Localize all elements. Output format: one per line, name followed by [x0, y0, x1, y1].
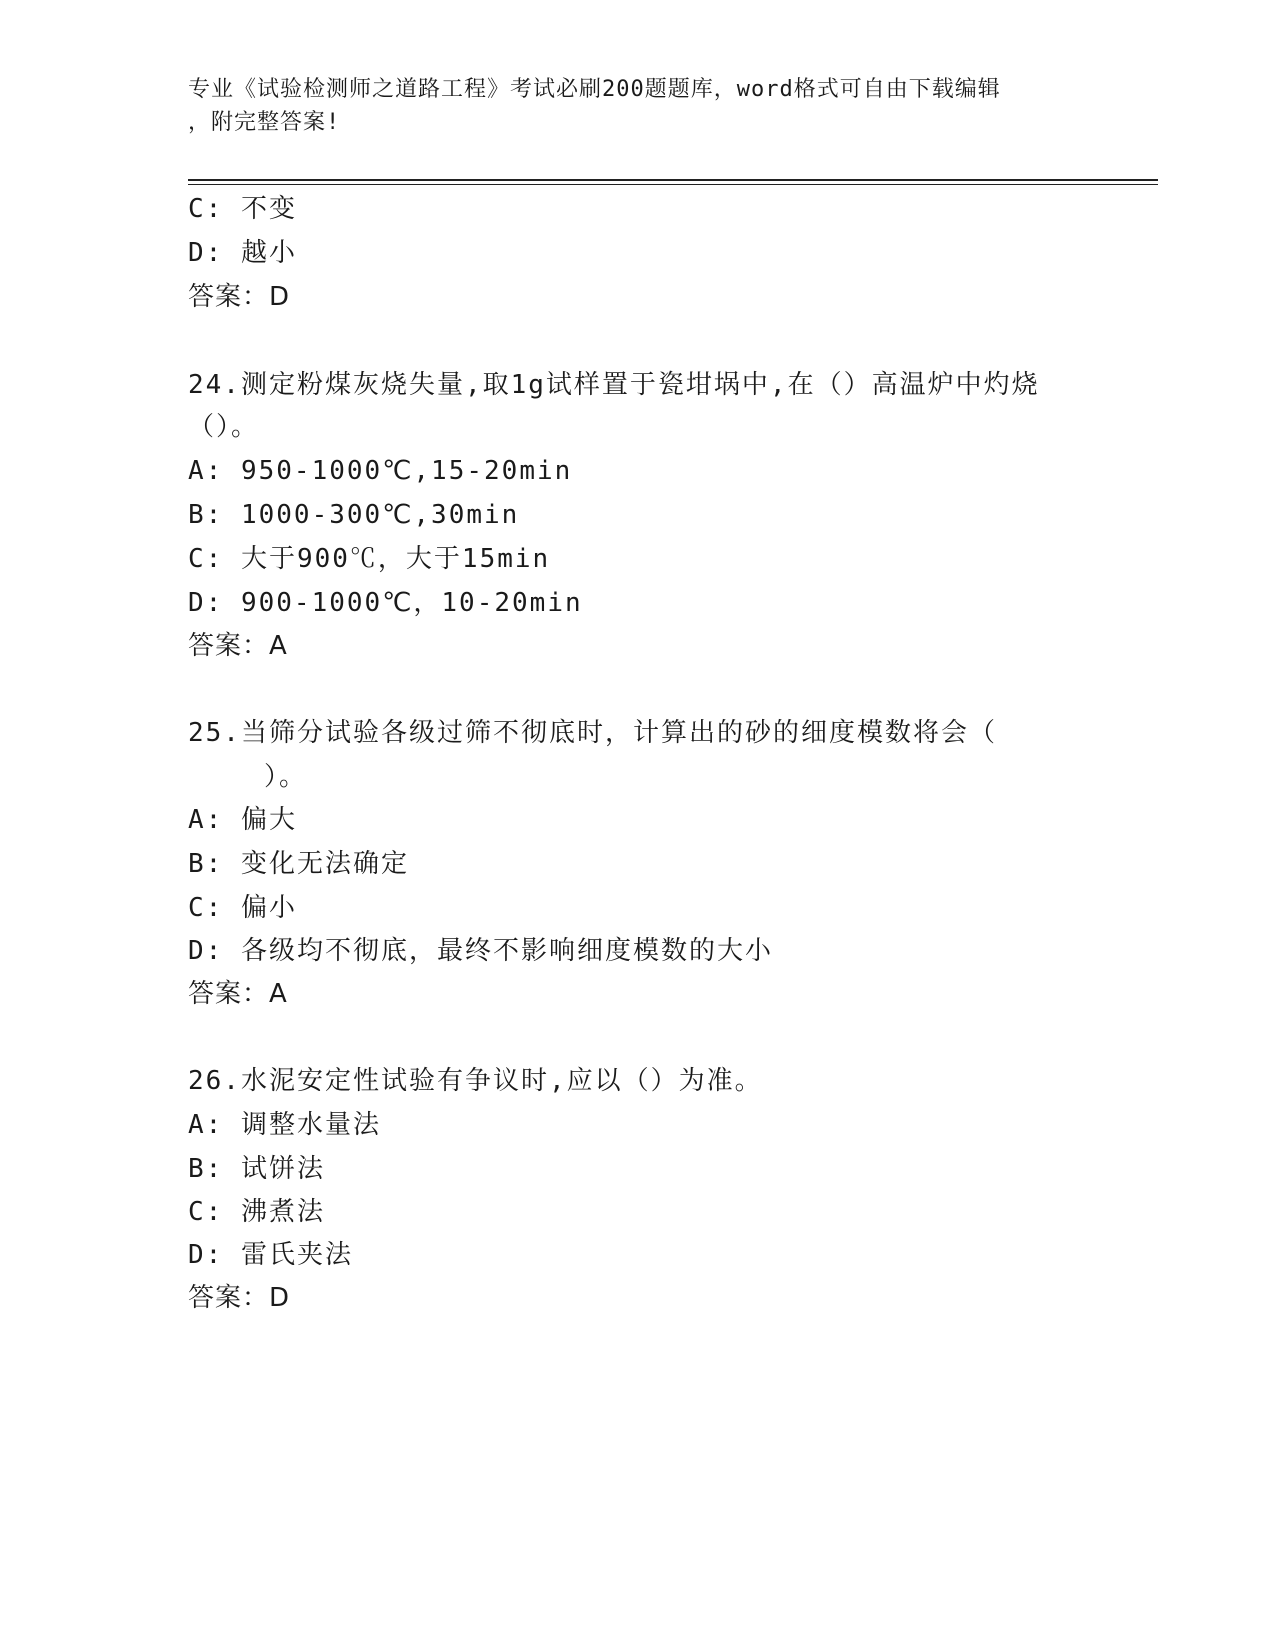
question-24-stem-continued: （）。 [188, 412, 260, 442]
question-26-stem: 26.水泥安定性试验有争议时,应以（）为准。 [188, 1066, 763, 1096]
question-24-stem: 24.测定粉煤灰烧失量,取1g试样置于瓷坩埚中,在（）高温炉中灼烧 [188, 370, 1040, 400]
header-title-line-1: 专业《试验检测师之道路工程》考试必刷200题题库，word格式可自由下载编辑 [188, 77, 1001, 102]
answer-label: 答案：D [188, 282, 291, 312]
option-d: D: 越小 [188, 238, 297, 268]
document-header [188, 73, 1088, 139]
question-24-option-b: B: 1000-300℃,30min [188, 500, 520, 530]
question-25-answer: 答案：A [188, 979, 288, 1009]
question-26-option-c: C: 沸煮法 [188, 1197, 325, 1227]
question-25-stem: 25.当筛分试验各级过筛不彻底时，计算出的砂的细度模数将会（ [188, 718, 997, 748]
question-26-answer: 答案：D [188, 1283, 291, 1313]
question-25-option-d: D: 各级均不彻底，最终不影响细度模数的大小 [188, 936, 773, 966]
question-24-answer: 答案：A [188, 631, 288, 661]
header-rule-thick [188, 179, 1158, 181]
question-25-option-a: A: 偏大 [188, 805, 297, 835]
header-title-line-2: ，附完整答案! [188, 110, 341, 135]
question-25-stem-continued: ）。 [264, 762, 308, 792]
header-rule-thin [188, 184, 1158, 185]
question-25-option-c: C: 偏小 [188, 893, 297, 923]
question-24-option-c: C: 大于900℃，大于15min [188, 544, 551, 574]
question-25-option-b: B: 变化无法确定 [188, 849, 409, 879]
question-24-option-d: D: 900-1000℃，10-20min [188, 588, 583, 618]
question-26-option-d: D: 雷氏夹法 [188, 1240, 353, 1270]
question-26-option-a: A: 调整水量法 [188, 1110, 381, 1140]
question-24-option-a: A: 950-1000℃,15-20min [188, 456, 573, 486]
question-26-option-b: B: 试饼法 [188, 1154, 325, 1184]
option-c: C: 不变 [188, 194, 297, 224]
